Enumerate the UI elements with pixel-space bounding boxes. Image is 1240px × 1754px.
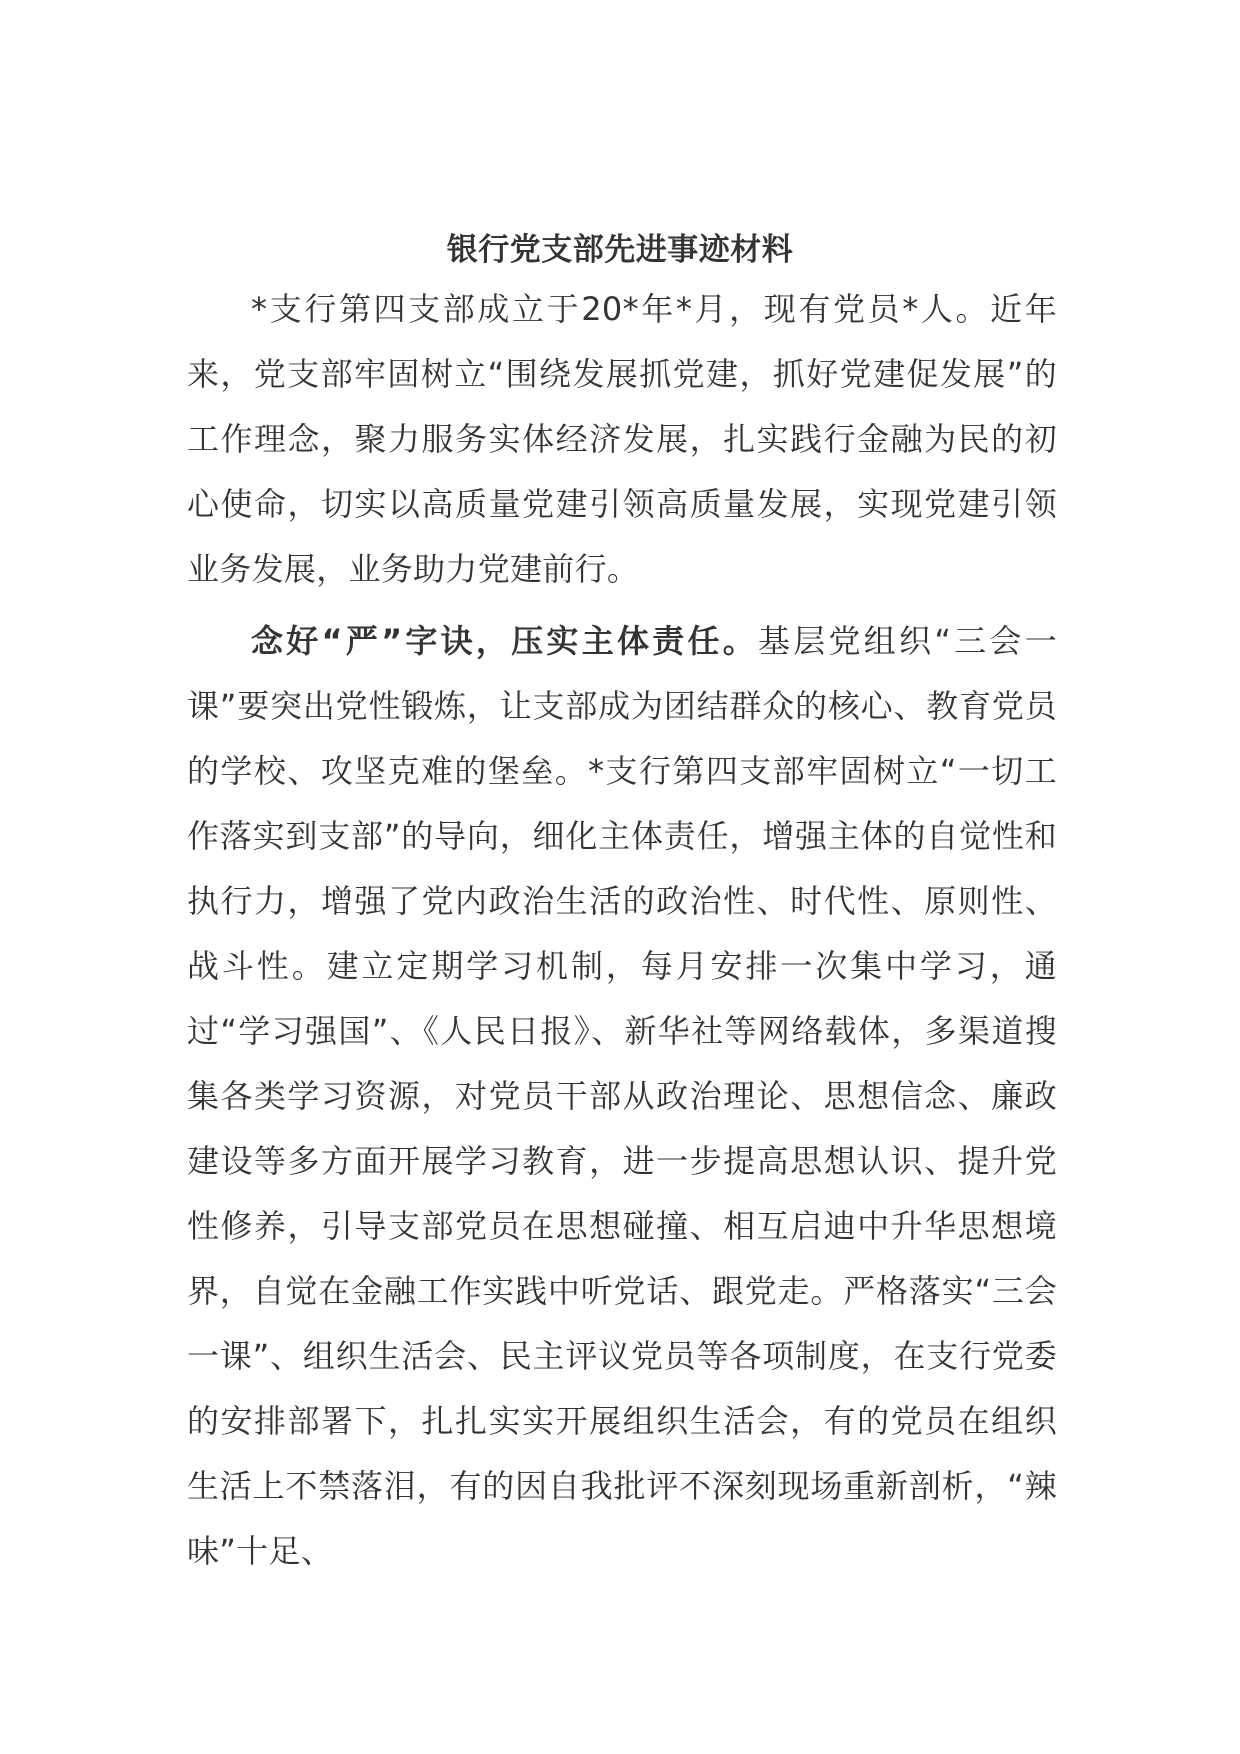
paragraph-text: *支行第四支部成立于20*年*月，现有党员*人。近年来，党支部牢固树立“围绕发展抓党建，抓好党建促发展”的工作理念，聚力服务实体经济发展，扎实践行金融为民的初心使命，切实以高质量党建引领高质量发展，实现党建引领业务发展，业务助力党建前行。 bbox=[187, 290, 1057, 588]
paragraph-responsibility bbox=[187, 609, 1057, 1584]
document-title: 银行党支部先进事迹材料 bbox=[446, 231, 794, 268]
document-body bbox=[187, 277, 1057, 1584]
paragraph-intro bbox=[187, 277, 1057, 602]
paragraph-lead: 念好“严”字诀，压实主体责任。 bbox=[251, 622, 759, 660]
paragraph-text: 基层党组织“三会一课”要突出党性锻炼，让支部成为团结群众的核心、教育党员的学校、攻坚克难的堡垒。*支行第四支部牢固树立“一切工作落实到支部”的导向，细化主体责任，增强主体的自觉性和执行力，增强了党内政治生活的政治性、时代性、原则性、战斗性。建立定期学习机制，每月安排一次集中学习，通过“学习强国”、《人民日报》、新华社等网络载体，多渠道搜集各类学习资源，对党员干部从政治理论、思想信念、廉政建设等多方面开展学习教育，进一步提高思想认识、提升党性修养，引导支部党员在思想碰撞、相互启迪中升华思想境界，自觉在金融工作实践中听党话、跟党走。严格落实“三会一课”、组织生活会、民主评议党员等各项制度，在支行党委的安排部署下，扎扎实实开展组织生活会，有的党员在组织生活上不禁落泪，有的因自我批评不深刻现场重新剖析，“辣味”十足、 bbox=[187, 622, 1057, 1570]
